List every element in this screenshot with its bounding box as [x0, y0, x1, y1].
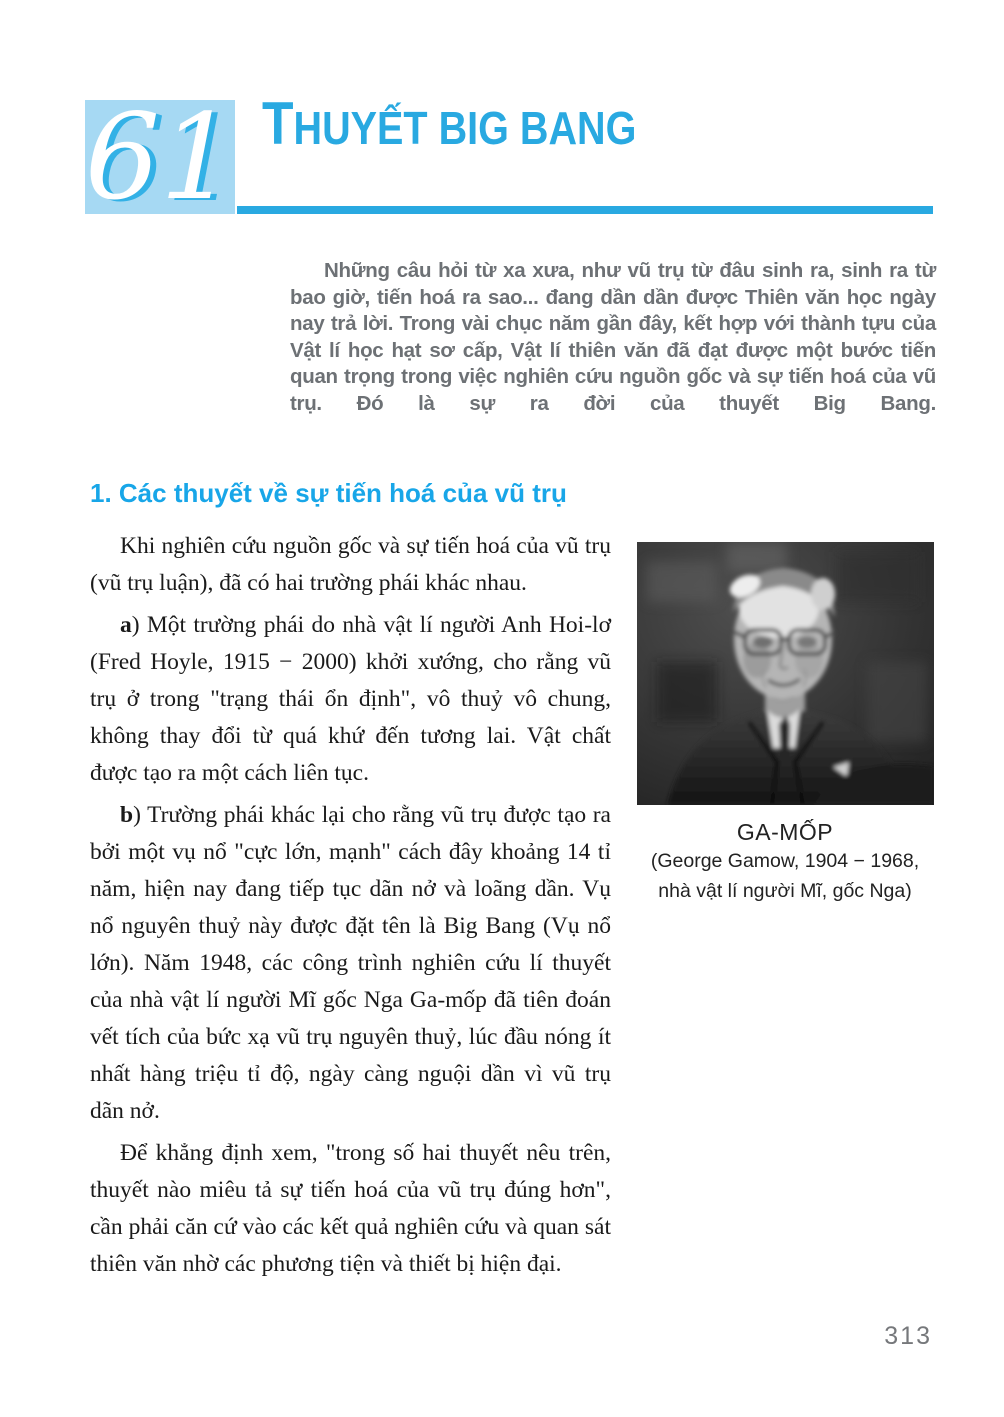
figure-caption-line: nhà vật lí người Mĩ, gốc Nga)	[658, 880, 912, 902]
paragraph-text: Khi nghiên cứu nguồn gốc và sự tiến hoá của vũ trụ (vũ trụ luận), đã có hai trường phái khác nhau.	[90, 533, 611, 596]
lesson-number: 61	[84, 88, 236, 226]
gamow-figure	[615, 542, 955, 906]
page-number: 313	[884, 1322, 932, 1350]
paragraph	[90, 607, 611, 792]
intro-paragraph: Những câu hỏi từ xa xưa, như vũ trụ từ đâu sinh ra, sinh ra từ bao giờ, tiến hoá ra sao... đang dần dần được Thiên văn học ngày nay trả lời. Trong vài chục năm gần đây, kết hợp với thành tựu của Vật lí học hạt sơ cấp, Vật lí thiên văn đã đạt được một bước tiến quan trọng trong việc nghiên cứu nguồn gốc và sự tiến hoá của vũ trụ. Đó là sự ra đời của thuyết Big Bang.	[290, 259, 936, 415]
section-heading: 1. Các thuyết về sự tiến hoá của vũ trụ	[90, 478, 567, 508]
figure-caption-line: (George Gamow, 1904 − 1968,	[650, 850, 920, 872]
paragraph	[90, 1135, 611, 1283]
lesson-number-box	[84, 88, 236, 226]
title-rule	[237, 206, 933, 214]
figure-caption	[615, 819, 955, 906]
paragraph-text: ) Trường phái khác lại cho rằng vũ trụ được tạo ra bởi một vụ nổ "cực lớn, mạnh" cách đây khoảng 14 tỉ năm, hiện nay đang tiếp tục dãn nở và loãng dần. Vụ nổ nguyên thuỷ này được đặt tên là Big Bang (Vụ nổ lớn). Năm 1948, các công trình nghiên cứu lí thuyết của nhà vật lí người Mĩ gốc Nga Ga-mốp đã tiên đoán vết tích của bức xạ vũ trụ nguyên thuỷ, lúc đầu nóng ít nhất hàng triệu tỉ độ, ngày càng nguội dần vì vũ trụ dãn nở.	[90, 802, 611, 1124]
paragraph	[90, 528, 611, 602]
paragraph-text: ) Một trường phái do nhà vật lí người Anh Hoi-lơ (Fred Hoyle, 1915 − 2000) khởi xướng, cho rằng vũ trụ ở trong "trạng thái ổn định", vô thuỷ vô chung, không thay đổi từ quá khứ đến tương lai. Vật chất được tạo ra một cách liên tục.	[90, 612, 611, 786]
body-column	[90, 528, 611, 1288]
paragraph-marker: b	[120, 802, 134, 828]
paragraph-marker: a	[120, 612, 132, 638]
figure-caption-name: GA-MỐP	[736, 819, 834, 845]
lesson-title: THUYẾT BIG BANG	[262, 90, 637, 157]
paragraph-text: Để khẳng định xem, "trong số hai thuyết nêu trên, thuyết nào miêu tả sự tiến hoá của vũ trụ đúng hơn", cần phải căn cứ vào các kết quả nghiên cứu và quan sát thiên văn nhờ các phương tiện và thiết bị hiện đại.	[90, 1140, 611, 1277]
gamow-portrait-photo	[637, 542, 934, 805]
paragraph	[90, 797, 611, 1130]
